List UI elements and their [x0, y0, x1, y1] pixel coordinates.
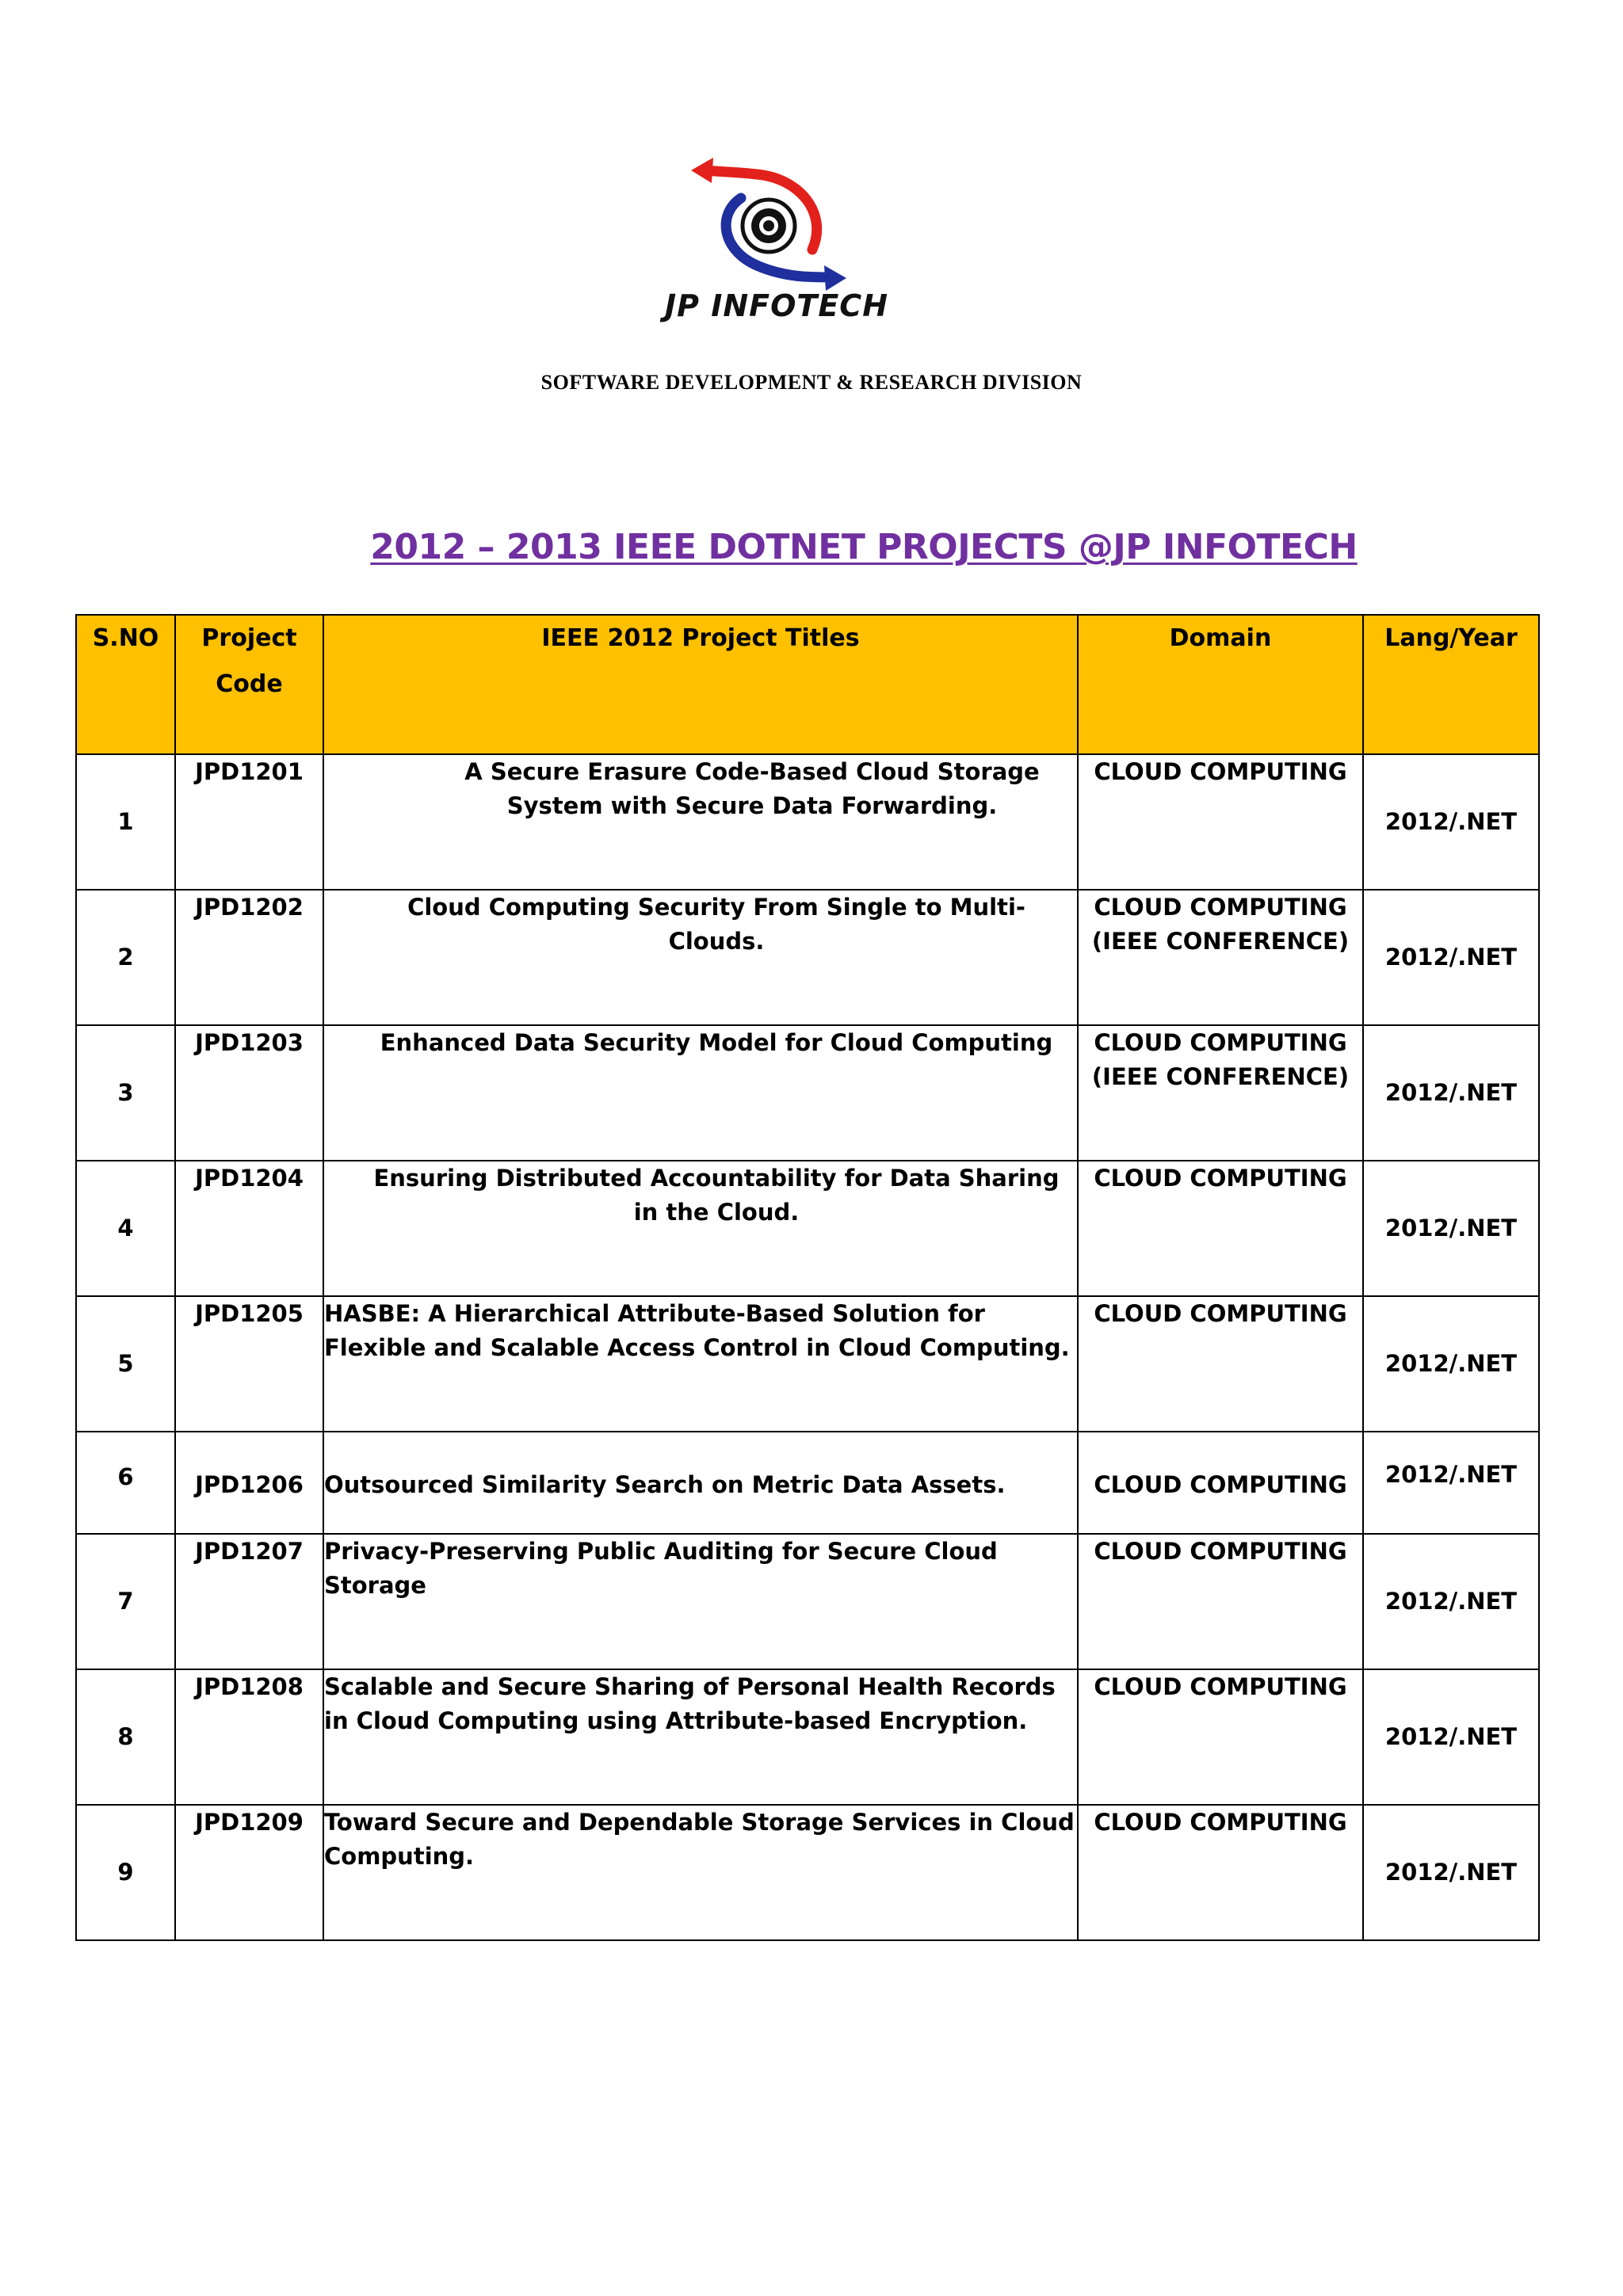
cell-sno: 7	[76, 1534, 175, 1669]
cell-title: Toward Secure and Dependable Storage Services in Cloud Computing.	[323, 1805, 1078, 1940]
cell-sno: 1	[76, 754, 175, 890]
cell-domain	[1078, 1805, 1363, 1940]
header-code-line2: Code	[216, 670, 283, 698]
cell-domain	[1078, 1025, 1363, 1161]
table-row	[76, 1161, 1539, 1296]
cell-lang: 2012/.NET	[1363, 1161, 1539, 1296]
table-row	[76, 890, 1539, 1025]
domain-line1: CLOUD COMPUTING	[1094, 1165, 1347, 1192]
table-row	[76, 754, 1539, 890]
cell-title: Ensuring Distributed Accountability for Data Sharing in the Cloud.	[323, 1161, 1078, 1296]
cell-domain	[1078, 754, 1363, 890]
cell-lang: 2012/.NET	[1363, 754, 1539, 890]
cell-sno: 4	[76, 1161, 175, 1296]
domain-line2: (IEEE CONFERENCE)	[1091, 1063, 1350, 1090]
domain-line1: CLOUD COMPUTING	[1094, 1809, 1347, 1836]
table-row	[76, 1432, 1539, 1534]
header-code-line1: Project	[201, 624, 297, 652]
cell-code: JPD1208	[175, 1669, 323, 1805]
table-row	[76, 1669, 1539, 1805]
domain-line1: CLOUD COMPUTING	[1094, 1471, 1347, 1498]
cell-lang: 2012/.NET	[1363, 1025, 1539, 1161]
header-project-titles: IEEE 2012 Project Titles	[323, 615, 1078, 754]
cell-code: JPD1206	[175, 1432, 323, 1534]
cell-domain	[1078, 1161, 1363, 1296]
domain-line1: CLOUD COMPUTING	[1094, 1538, 1347, 1565]
cell-sno: 8	[76, 1669, 175, 1805]
header-project-code	[175, 615, 323, 754]
cell-sno: 3	[76, 1025, 175, 1161]
domain-line2: (IEEE CONFERENCE)	[1091, 928, 1350, 955]
table-row	[76, 1296, 1539, 1432]
domain-line1: CLOUD COMPUTING	[1094, 1029, 1347, 1056]
cell-domain	[1078, 1534, 1363, 1669]
cell-sno: 2	[76, 890, 175, 1025]
page-title: 2012 – 2013 IEEE DOTNET PROJECTS @JP INFOTECH	[370, 527, 1358, 567]
cell-code: JPD1203	[175, 1025, 323, 1161]
cell-domain	[1078, 890, 1363, 1025]
cell-title: Privacy-Preserving Public Auditing for Secure Cloud Storage	[323, 1534, 1078, 1669]
cell-title: Scalable and Secure Sharing of Personal Health Records in Cloud Computing using Attribute-based Encryption.	[323, 1669, 1078, 1805]
cell-domain	[1078, 1296, 1363, 1432]
table-row	[76, 1534, 1539, 1669]
projects-table	[75, 614, 1540, 1941]
cell-domain	[1078, 1669, 1363, 1805]
cell-title: A Secure Erasure Code-Based Cloud Storage System with Secure Data Forwarding.	[323, 754, 1078, 890]
domain-line1: CLOUD COMPUTING	[1094, 1673, 1347, 1700]
domain-line1: CLOUD COMPUTING	[1094, 894, 1347, 921]
cell-code: JPD1202	[175, 890, 323, 1025]
domain-line1: CLOUD COMPUTING	[1094, 758, 1347, 785]
table-row	[76, 1025, 1539, 1161]
table-header-row	[76, 615, 1539, 754]
cell-code: JPD1205	[175, 1296, 323, 1432]
cell-code: JPD1209	[175, 1805, 323, 1940]
cell-title: Outsourced Similarity Search on Metric Data Assets.	[323, 1432, 1078, 1534]
cell-lang: 2012/.NET	[1363, 1534, 1539, 1669]
cell-lang: 2012/.NET	[1363, 1432, 1539, 1534]
cell-lang: 2012/.NET	[1363, 1669, 1539, 1805]
cell-code: JPD1201	[175, 754, 323, 890]
cell-title: HASBE: A Hierarchical Attribute-Based Solution for Flexible and Scalable Access Control in Cloud Computing.	[323, 1296, 1078, 1432]
header-lang-year: Lang/Year	[1363, 615, 1539, 754]
division-subtitle: SOFTWARE DEVELOPMENT & RESEARCH DIVISION	[540, 371, 1083, 394]
jp-infotech-logo-icon	[682, 154, 856, 293]
cell-sno: 9	[76, 1805, 175, 1940]
cell-domain	[1078, 1432, 1363, 1534]
table-row	[76, 1805, 1539, 1940]
cell-sno: 5	[76, 1296, 175, 1432]
header-domain: Domain	[1078, 615, 1363, 754]
cell-title: Cloud Computing Security From Single to Multi-Clouds.	[323, 890, 1078, 1025]
cell-lang: 2012/.NET	[1363, 1296, 1539, 1432]
header-sno: S.NO	[76, 615, 175, 754]
cell-code: JPD1207	[175, 1534, 323, 1669]
cell-code: JPD1204	[175, 1161, 323, 1296]
cell-lang: 2012/.NET	[1363, 1805, 1539, 1940]
cell-sno: 6	[76, 1432, 175, 1534]
cell-title: Enhanced Data Security Model for Cloud Computing	[323, 1025, 1078, 1161]
cell-lang: 2012/.NET	[1363, 890, 1539, 1025]
logo-text: JP INFOTECH	[665, 288, 888, 323]
domain-line1: CLOUD COMPUTING	[1094, 1300, 1347, 1327]
